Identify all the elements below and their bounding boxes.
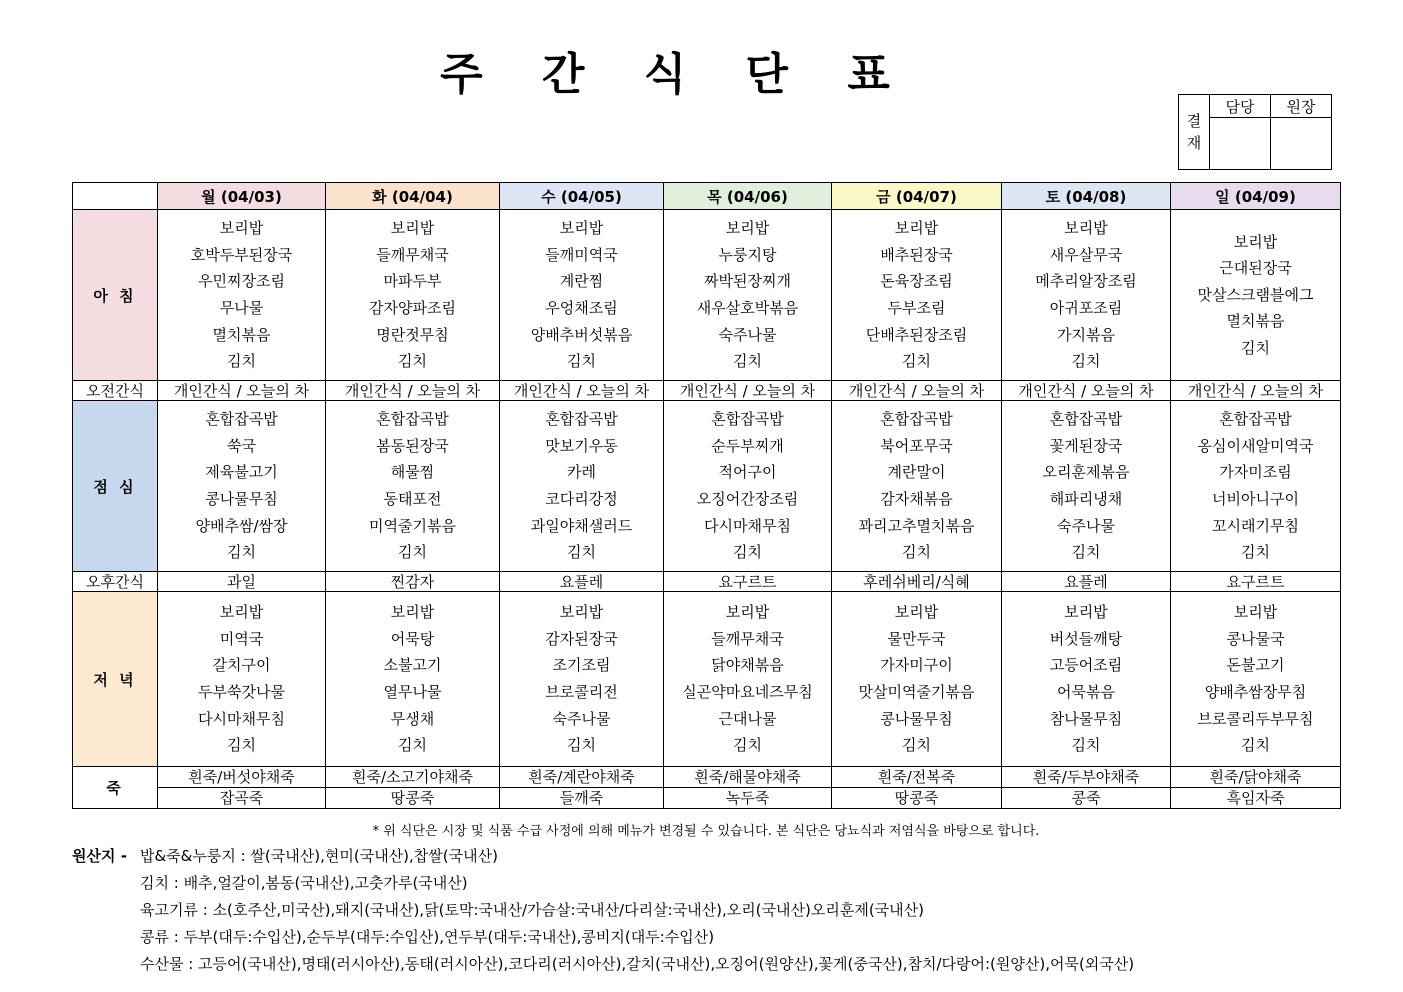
am_snack-cell: 개인간식 / 오늘의 차 bbox=[1002, 381, 1171, 401]
menu-item: 해파리냉채 bbox=[1049, 490, 1123, 508]
dinner-cell bbox=[1002, 592, 1171, 767]
menu-item: 보리밥 bbox=[390, 219, 435, 238]
am_snack-cell: 개인간식 / 오늘의 차 bbox=[664, 381, 832, 401]
lunch-row bbox=[73, 401, 1341, 572]
porridge-cell: 콩죽 bbox=[1002, 788, 1171, 809]
am_snack-cell: 개인간식 / 오늘의 차 bbox=[1171, 381, 1341, 401]
menu-item: 봄동된장국 bbox=[376, 436, 449, 455]
porridge-cell: 흑임자죽 bbox=[1171, 788, 1341, 809]
menu-item: 꼬시래기무침 bbox=[1212, 516, 1299, 535]
menu-item: 열무나물 bbox=[383, 683, 442, 701]
menu-item: 숙주나물 bbox=[552, 709, 611, 728]
menu-item: 동태포전 bbox=[383, 490, 442, 508]
menu-item: 순두부찌개 bbox=[711, 436, 784, 455]
am_snack-cell: 개인간식 / 오늘의 차 bbox=[832, 381, 1002, 401]
origin-section bbox=[72, 843, 1134, 978]
approval-col-director: 원장 bbox=[1271, 95, 1332, 118]
menu-item: 감자채볶음 bbox=[880, 490, 953, 508]
weekly-menu-table bbox=[72, 182, 1341, 809]
porridge-cell: 녹두죽 bbox=[664, 788, 832, 809]
menu-item: 소불고기 bbox=[383, 656, 442, 675]
menu-item: 다시마채무침 bbox=[198, 709, 285, 728]
menu-item: 콩나물국 bbox=[1226, 629, 1285, 648]
menu-item: 보리밥 bbox=[219, 603, 264, 622]
menu-item: 짜박된장찌개 bbox=[704, 272, 791, 291]
lunch-cell bbox=[664, 401, 832, 572]
menu-item: 미역국 bbox=[219, 629, 264, 648]
menu-item: 숙주나물 bbox=[718, 325, 777, 344]
menu-item: 김치 bbox=[227, 352, 256, 371]
menu-item: 옹심이새알미역국 bbox=[1197, 436, 1314, 455]
day-header-row bbox=[73, 183, 1341, 210]
dinner-cell bbox=[664, 592, 832, 767]
page-title: 주 간 식 단 표 bbox=[440, 49, 890, 100]
dinner-cell bbox=[1171, 592, 1341, 767]
porridge-cell: 들깨죽 bbox=[500, 788, 664, 809]
menu-item: 김치 bbox=[567, 736, 596, 755]
menu-item: 혼합잡곡밥 bbox=[376, 410, 449, 429]
menu-note: * 위 식단은 시장 및 식품 수급 사정에 의해 메뉴가 변경될 수 있습니다. 본 식단은 당뇨식과 저염식을 바탕으로 합니다. bbox=[372, 824, 1040, 839]
menu-item: 감자된장국 bbox=[545, 629, 618, 648]
approval-box bbox=[1178, 94, 1332, 170]
menu-item: 김치 bbox=[733, 736, 762, 755]
menu-item: 누룽지탕 bbox=[718, 245, 777, 264]
origin-line: 수산물 : 고등어(국내산),명태(러시아산),동태(러시아산),코다리(러시아산),갈치(국내산),오징어(원양산),꽃게(중국산),참치/다랑어:(원양산),어묵(외국산) bbox=[140, 955, 1135, 973]
lunch-cell bbox=[832, 401, 1002, 572]
day-header: 목 (04/06) bbox=[664, 183, 832, 210]
menu-item: 근대나물 bbox=[718, 709, 777, 728]
menu-item: 버섯들깨탕 bbox=[1049, 629, 1123, 648]
pm_snack-cell: 찐감자 bbox=[326, 572, 500, 592]
day-header: 토 (04/08) bbox=[1002, 183, 1171, 210]
menu-item: 물만두국 bbox=[887, 629, 946, 648]
origin-line: 콩류 : 두부(대두:수입산),순두부(대두:수입산),연두부(대두:국내산),콩비지(대두:수입산) bbox=[140, 928, 715, 946]
menu-item: 김치 bbox=[227, 736, 256, 755]
am_snack-cell: 개인간식 / 오늘의 차 bbox=[500, 381, 664, 401]
menu-item: 어묵볶음 bbox=[1057, 683, 1115, 701]
menu-item: 콩나물무침 bbox=[880, 709, 953, 728]
menu-item: 김치 bbox=[902, 736, 931, 755]
menu-item: 코다리강정 bbox=[545, 490, 618, 508]
menu-item: 과일야채샐러드 bbox=[530, 516, 633, 535]
menu-item: 무생채 bbox=[390, 709, 435, 728]
menu-item: 가지볶음 bbox=[1057, 325, 1115, 344]
pm_snack-cell: 과일 bbox=[158, 572, 326, 592]
breakfast-label: 아 침 bbox=[73, 210, 158, 381]
menu-item: 양배추쌈장무침 bbox=[1204, 683, 1307, 701]
origin-row bbox=[72, 951, 1134, 978]
day-header: 수 (04/05) bbox=[500, 183, 664, 210]
day-header: 월 (04/03) bbox=[158, 183, 326, 210]
menu-item: 보리밥 bbox=[725, 603, 770, 622]
pm_snack-cell: 요플레 bbox=[500, 572, 664, 592]
menu-item: 적어구이 bbox=[718, 463, 777, 482]
menu-item: 김치 bbox=[1241, 736, 1270, 755]
menu-item: 마파두부 bbox=[383, 272, 442, 291]
menu-item: 고등어조림 bbox=[1049, 656, 1123, 675]
menu-item: 보리밥 bbox=[1064, 219, 1108, 238]
pm_snack-cell: 요구르트 bbox=[664, 572, 832, 592]
breakfast-cell bbox=[500, 210, 664, 381]
menu-item: 우민찌장조림 bbox=[198, 272, 285, 291]
day-header: 화 (04/04) bbox=[326, 183, 500, 210]
lunch-cell bbox=[500, 401, 664, 572]
menu-item: 혼합잡곡밥 bbox=[1049, 410, 1123, 429]
menu-item: 김치 bbox=[398, 736, 427, 755]
menu-item: 배추된장국 bbox=[880, 245, 953, 264]
menu-item: 메추리알장조림 bbox=[1035, 272, 1137, 291]
porridge-cell: 흰죽/해물야채죽 bbox=[664, 767, 832, 788]
menu-item: 김치 bbox=[902, 543, 931, 562]
menu-item: 근대된장국 bbox=[1219, 259, 1292, 278]
day-header: 일 (04/09) bbox=[1171, 183, 1341, 210]
menu-item: 오징어간장조림 bbox=[696, 490, 799, 508]
menu-item: 실곤약마요네즈무침 bbox=[682, 683, 813, 701]
menu-item: 보리밥 bbox=[219, 219, 264, 238]
menu-item: 해물찜 bbox=[390, 463, 435, 482]
am_snack-row bbox=[73, 381, 1341, 401]
menu-item: 들깨무채국 bbox=[711, 629, 784, 648]
menu-item: 양배추버섯볶음 bbox=[530, 325, 633, 344]
porridge-cell: 흰죽/전복죽 bbox=[832, 767, 1002, 788]
menu-item: 어묵탕 bbox=[390, 629, 435, 648]
porridge-row-2 bbox=[73, 788, 1341, 809]
menu-item: 김치 bbox=[733, 352, 762, 371]
am_snack-cell: 개인간식 / 오늘의 차 bbox=[326, 381, 500, 401]
menu-item: 들깨미역국 bbox=[545, 245, 618, 264]
menu-item: 맛살스크램블에그 bbox=[1197, 285, 1314, 304]
pm_snack-cell: 요구르트 bbox=[1171, 572, 1341, 592]
menu-item: 새우살호박볶음 bbox=[696, 299, 799, 317]
menu-item: 호박두부된장국 bbox=[190, 245, 293, 264]
am_snack-label: 오전간식 bbox=[73, 381, 158, 401]
menu-item: 다시마채무침 bbox=[704, 516, 791, 535]
menu-item: 닭야채볶음 bbox=[711, 656, 784, 675]
menu-item: 브로콜리전 bbox=[545, 683, 618, 701]
menu-item: 맛살미역줄기볶음 bbox=[858, 683, 975, 701]
menu-item: 너비아니구이 bbox=[1212, 490, 1299, 508]
pm_snack-cell: 후레쉬베리/식혜 bbox=[832, 572, 1002, 592]
menu-item: 김치 bbox=[1071, 352, 1101, 371]
origin-line: 밥&죽&누룽지 : 쌀(국내산),현미(국내산),찹쌀(국내산) bbox=[140, 847, 498, 865]
approval-sign-director[interactable] bbox=[1271, 118, 1332, 170]
menu-item: 보리밥 bbox=[1233, 232, 1278, 251]
origin-line: 김치 : 배추,얼갈이,봄동(국내산),고춧가루(국내산) bbox=[140, 874, 468, 892]
origin-row bbox=[72, 843, 1134, 870]
menu-item: 보리밥 bbox=[1064, 603, 1108, 622]
menu-item: 감자양파조림 bbox=[369, 299, 456, 317]
dinner-label: 저 녁 bbox=[73, 592, 158, 767]
breakfast-row bbox=[73, 210, 1341, 381]
dinner-cell bbox=[832, 592, 1002, 767]
menu-item: 멸치볶음 bbox=[212, 325, 271, 344]
menu-item: 단배추된장조림 bbox=[865, 325, 968, 344]
menu-item: 보리밥 bbox=[1233, 603, 1278, 622]
origin-row bbox=[72, 924, 1134, 951]
corner-cell bbox=[73, 183, 158, 210]
approval-label bbox=[1179, 95, 1210, 170]
menu-item: 숙주나물 bbox=[1057, 516, 1115, 535]
menu-item: 두부조림 bbox=[887, 299, 946, 317]
approval-label-bottom: 재 bbox=[1186, 134, 1202, 152]
menu-item: 김치 bbox=[733, 543, 762, 562]
menu-item: 양배추쌈/쌈장 bbox=[195, 516, 288, 535]
menu-item: 보리밥 bbox=[725, 219, 770, 238]
pm_snack-cell: 요플레 bbox=[1002, 572, 1171, 592]
breakfast-cell bbox=[1171, 210, 1341, 381]
menu-item: 김치 bbox=[1241, 338, 1270, 357]
approval-sign-staff[interactable] bbox=[1210, 118, 1271, 170]
menu-item: 김치 bbox=[398, 352, 427, 371]
menu-item: 우엉채조림 bbox=[545, 299, 618, 317]
menu-item: 가자미구이 bbox=[880, 656, 953, 675]
breakfast-cell bbox=[664, 210, 832, 381]
lunch-cell bbox=[1002, 401, 1171, 572]
menu-item: 김치 bbox=[1071, 543, 1101, 562]
menu-item: 카레 bbox=[567, 463, 596, 482]
am_snack-cell: 개인간식 / 오늘의 차 bbox=[158, 381, 326, 401]
menu-item: 가자미조림 bbox=[1219, 463, 1292, 482]
menu-item: 보리밥 bbox=[894, 603, 939, 622]
menu-item: 무나물 bbox=[219, 299, 264, 317]
approval-col-staff: 담당 bbox=[1210, 95, 1271, 118]
menu-item: 멸치볶음 bbox=[1226, 312, 1285, 331]
menu-item: 김치 bbox=[567, 352, 596, 371]
pm_snack-label: 오후간식 bbox=[73, 572, 158, 592]
porridge-cell: 땅콩죽 bbox=[326, 788, 500, 809]
origin-line: 육고기류 : 소(호주산,미국산),돼지(국내산),닭(토막:국내산/가슴살:국내산/다리살:국내산),오리(국내산)오리훈제(국내산) bbox=[140, 901, 924, 919]
menu-item: 브로콜리두부무침 bbox=[1197, 709, 1314, 728]
breakfast-cell bbox=[326, 210, 500, 381]
porridge-row-1 bbox=[73, 767, 1341, 788]
lunch-cell bbox=[326, 401, 500, 572]
breakfast-cell bbox=[1002, 210, 1171, 381]
porridge-cell: 흰죽/닭야채죽 bbox=[1171, 767, 1341, 788]
porridge-cell: 흰죽/버섯야채죽 bbox=[158, 767, 326, 788]
porridge-cell: 땅콩죽 bbox=[832, 788, 1002, 809]
menu-item: 김치 bbox=[227, 543, 256, 562]
breakfast-cell bbox=[158, 210, 326, 381]
menu-item: 돈불고기 bbox=[1226, 656, 1285, 675]
porridge-cell: 흰죽/계란야채죽 bbox=[500, 767, 664, 788]
menu-item: 혼합잡곡밥 bbox=[1219, 410, 1292, 429]
menu-item: 두부쑥갓나물 bbox=[198, 683, 285, 701]
menu-item: 김치 bbox=[567, 543, 596, 562]
lunch-cell bbox=[158, 401, 326, 572]
menu-item: 혼합잡곡밥 bbox=[205, 410, 278, 429]
menu-item: 갈치구이 bbox=[212, 656, 271, 675]
origin-title: 원산지 - bbox=[72, 847, 127, 865]
menu-item: 제육불고기 bbox=[205, 463, 278, 482]
lunch-label: 점 심 bbox=[73, 401, 158, 572]
menu-item: 맛보기우동 bbox=[545, 436, 618, 455]
menu-item: 혼합잡곡밥 bbox=[880, 410, 953, 429]
menu-item: 조기조림 bbox=[552, 656, 611, 675]
menu-item: 김치 bbox=[1241, 543, 1270, 562]
origin-row bbox=[72, 870, 1134, 897]
menu-item: 계란말이 bbox=[887, 463, 946, 482]
menu-item: 혼합잡곡밥 bbox=[545, 410, 618, 429]
menu-item: 새우살무국 bbox=[1049, 245, 1123, 264]
menu-item: 혼합잡곡밥 bbox=[711, 410, 784, 429]
porridge-cell: 흰죽/두부야채죽 bbox=[1002, 767, 1171, 788]
menu-item: 보리밥 bbox=[559, 219, 604, 238]
approval-label-top: 결 bbox=[1186, 112, 1202, 130]
menu-item: 보리밥 bbox=[559, 603, 604, 622]
menu-item: 콩나물무침 bbox=[205, 490, 278, 508]
menu-item: 김치 bbox=[1071, 736, 1101, 755]
menu-item: 아귀포조림 bbox=[1049, 299, 1123, 317]
menu-item: 쑥국 bbox=[227, 436, 256, 455]
menu-item: 꽃게된장국 bbox=[1049, 436, 1123, 455]
menu-item: 들깨무채국 bbox=[376, 245, 449, 264]
porridge-cell: 잡곡죽 bbox=[158, 788, 326, 809]
menu-item: 꽈리고추멸치볶음 bbox=[858, 516, 975, 535]
pm_snack-row bbox=[73, 572, 1341, 592]
menu-item: 미역줄기볶음 bbox=[369, 516, 456, 535]
menu-item: 김치 bbox=[902, 352, 931, 371]
origin-row bbox=[72, 897, 1134, 924]
porridge-label: 죽 bbox=[73, 767, 158, 809]
dinner-cell bbox=[158, 592, 326, 767]
day-header: 금 (04/07) bbox=[832, 183, 1002, 210]
menu-item: 계란찜 bbox=[559, 272, 604, 291]
menu-item: 명란젓무침 bbox=[376, 325, 449, 344]
menu-item: 참나물무침 bbox=[1049, 709, 1123, 728]
breakfast-cell bbox=[832, 210, 1002, 381]
menu-item: 돈육장조림 bbox=[880, 272, 953, 291]
dinner-cell bbox=[500, 592, 664, 767]
porridge-cell: 흰죽/소고기야채죽 bbox=[326, 767, 500, 788]
menu-item: 보리밥 bbox=[390, 603, 435, 622]
lunch-cell bbox=[1171, 401, 1341, 572]
menu-item: 보리밥 bbox=[894, 219, 939, 238]
menu-item: 김치 bbox=[398, 543, 427, 562]
dinner-cell bbox=[326, 592, 500, 767]
dinner-row bbox=[73, 592, 1341, 767]
menu-item: 북어포무국 bbox=[880, 436, 953, 455]
menu-item: 오리훈제볶음 bbox=[1042, 463, 1130, 482]
